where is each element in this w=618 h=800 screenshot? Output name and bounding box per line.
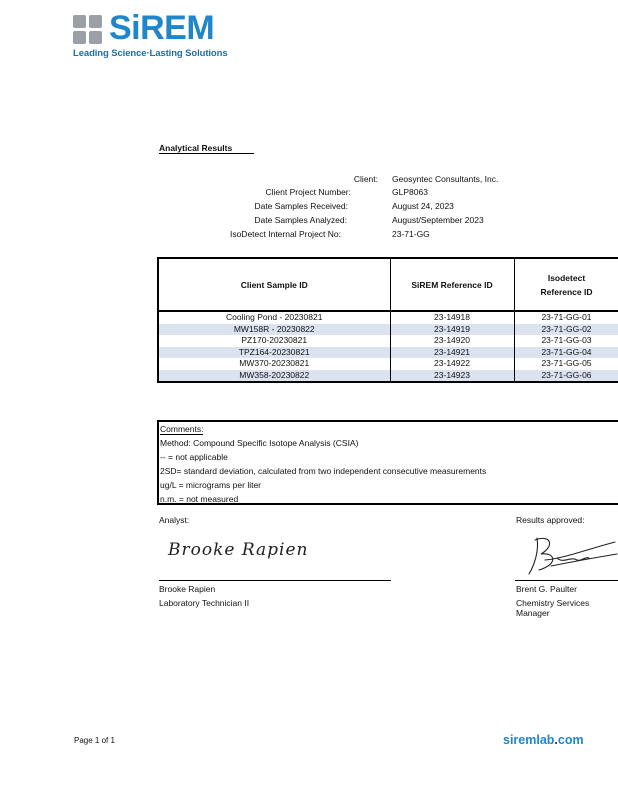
- internal-project-row: [0, 229, 341, 242]
- comment-line: n.m. = not measured: [160, 494, 239, 504]
- approver-signature-icon: [515, 528, 618, 580]
- logo-brand-text: SiREM: [109, 9, 215, 47]
- approver-name: Brent G. Paulter: [516, 584, 577, 594]
- sirem-reference-id-cell: 23-14923: [390, 370, 514, 383]
- received-value: August 24, 2023: [392, 201, 454, 211]
- internal-project-value: 23-71-GG: [392, 229, 430, 239]
- approver-signature-line: [515, 580, 618, 581]
- sample-table: [157, 257, 618, 383]
- comment-line: -- = not applicable: [160, 452, 228, 462]
- section-title-underline: [159, 153, 254, 154]
- analyst-name: Brooke Rapien: [159, 584, 216, 594]
- sirem-reference-id-cell: 23-14918: [390, 311, 514, 324]
- website-link[interactable]: siremlab.com: [503, 733, 584, 747]
- client-sample-id-cell: MW358-20230822: [158, 370, 390, 383]
- table-row: [158, 347, 618, 359]
- comments-heading-text: Comments:: [160, 424, 204, 434]
- received-row: [0, 201, 348, 214]
- table-header-row: [158, 258, 618, 311]
- comment-line: Method: Compound Specific Isotope Analysis (CSIA): [160, 438, 359, 448]
- internal-project-label: IsoDetect Internal Project No:: [229, 229, 341, 239]
- comment-line: ug/L = micrograms per liter: [160, 480, 262, 490]
- page-number: Page 1 of 1: [74, 736, 115, 745]
- client-label: Client:: [353, 174, 378, 184]
- comments-heading: [160, 424, 203, 434]
- table-row: [158, 335, 618, 347]
- company-logo: [73, 9, 228, 60]
- header-sirem-reference-id: SiREM Reference ID: [390, 258, 514, 311]
- project-number-label: Client Project Number:: [265, 187, 351, 197]
- analyst-title: Laboratory Technician II: [159, 598, 250, 608]
- sample-table-body: [158, 311, 618, 382]
- isodetect-reference-id-cell: 23-71-GG-01: [514, 311, 618, 324]
- client-sample-id-cell: TPZ164-20230821: [158, 347, 390, 359]
- client-sample-id-cell: MW370-20230821: [158, 358, 390, 370]
- analyzed-label: Date Samples Analyzed:: [254, 215, 347, 225]
- isodetect-reference-id-cell: 23-71-GG-03: [514, 335, 618, 347]
- table-row: [158, 324, 618, 336]
- sirem-reference-id-cell: 23-14921: [390, 347, 514, 359]
- analyst-signature: Brooke Rapien: [168, 540, 309, 560]
- header-isodetect-line2: Reference ID: [540, 286, 593, 297]
- analyzed-row: [0, 215, 347, 228]
- client-row: [0, 174, 378, 187]
- project-number-row: [0, 187, 351, 200]
- logo-squares-icon: [73, 15, 103, 45]
- header-client-sample-id: Client Sample ID: [158, 258, 390, 311]
- client-value: Geosyntec Consultants, Inc.: [392, 174, 499, 184]
- logo-tagline: Leading Science·Lasting Solutions: [73, 48, 228, 59]
- approver-title: Chemistry Services Manager: [516, 598, 590, 618]
- table-row: [158, 311, 618, 324]
- approver-label: Results approved:: [516, 515, 585, 525]
- project-number-value: GLP8063: [392, 187, 428, 197]
- comments-box: [157, 420, 618, 505]
- header-isodetect-line1: Isodetect: [547, 272, 586, 283]
- isodetect-reference-id-cell: 23-71-GG-02: [514, 324, 618, 336]
- isodetect-reference-id-cell: 23-71-GG-04: [514, 347, 618, 359]
- client-sample-id-cell: MW158R - 20230822: [158, 324, 390, 336]
- sirem-reference-id-cell: 23-14922: [390, 358, 514, 370]
- section-title: Analytical Results: [159, 143, 233, 153]
- isodetect-reference-id-cell: 23-71-GG-05: [514, 358, 618, 370]
- table-row: [158, 358, 618, 370]
- isodetect-reference-id-cell: 23-71-GG-06: [514, 370, 618, 383]
- header-isodetect-reference-id: [514, 258, 618, 311]
- client-sample-id-cell: Cooling Pond - 20230821: [158, 311, 390, 324]
- analyst-label: Analyst:: [159, 515, 190, 525]
- sirem-reference-id-cell: 23-14920: [390, 335, 514, 347]
- sirem-reference-id-cell: 23-14919: [390, 324, 514, 336]
- table-row: [158, 370, 618, 383]
- analyst-signature-line: [159, 580, 391, 581]
- comment-line: 2SD= standard deviation, calculated from two independent consecutive measurements: [160, 466, 487, 476]
- analyzed-value: August/September 2023: [392, 215, 484, 225]
- client-sample-id-cell: PZ170-20230821: [158, 335, 390, 347]
- received-label: Date Samples Received:: [254, 201, 348, 211]
